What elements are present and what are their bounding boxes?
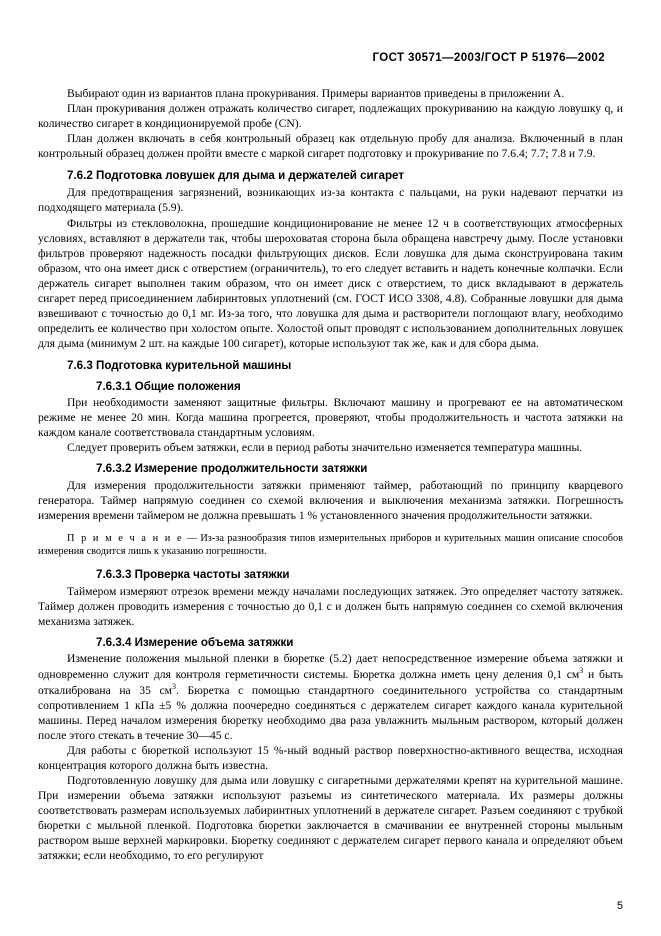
paragraph-9: Таймером измеряют отрезок времени между началами последующих затяжек. Это определяет частоту затяжек. Таймер должен проводить измерения с точностью до 0,1 с и должен быть напрямую соединен со схемой включения механизма затяжек. — [38, 584, 623, 628]
paragraph-8: Для измерения продолжительности затяжки применяют таймер, работающий по принципу кварцевого генератора. Таймер напрямую соединен со схемой включения и выключения механизма затяжки. Погрешность измерения времени таймером не должна превышать 1 % установленного значения продолжительности затяжки. — [38, 478, 623, 522]
note-label: П р и м е ч а н и е — [67, 532, 184, 544]
section-heading-7-6-3: 7.6.3 Подготовка курительной машины — [67, 359, 292, 373]
paragraph-1: Выбирают один из вариантов плана прокуривания. Примеры вариантов приведены в приложении А. — [67, 87, 565, 100]
paragraph-7: Следует проверить объем затяжки, если в период работы значительно изменяется температура машины. — [67, 441, 583, 455]
note-text: — Из-за разнообразия типов измерительных приборов и курительных машин описание способов измерения сводится лишь к указанию погрешности. — [38, 532, 623, 558]
paragraph-10-superscript-2: 3 — [172, 681, 177, 691]
section-heading-7-6-3-1: 7.6.3.1 Общие положения — [96, 380, 241, 394]
paragraph-10-part-b: и быть откалибрована на 35 см — [38, 667, 623, 697]
note-block — [38, 532, 623, 559]
paragraph-2: План прокуривания должен отражать количество сигарет, подлежащих прокуриванию на каждую ловушку q, и количество сигарет в кондиционируемой пробе (CN). — [38, 102, 623, 131]
page-number: 5 — [616, 900, 623, 912]
paragraph-11: Для работы с бюреткой используют 15 %-ный водный раствор поверхностно-активного вещества, исходная концентрация которого должна быть известна. — [38, 743, 623, 772]
section-heading-7-6-3-2: 7.6.3.2 Измерение продолжительности затяжки — [96, 462, 368, 476]
paragraph-10-superscript-1: 3 — [579, 665, 584, 675]
paragraph-6: При необходимости заменяют защитные фильтры. Включают машину и прогревают ее на автоматическом режиме не менее 20 мин. Когда машина прогреется, проверяют, чтобы продолжительность и частота затяжки на каждом канале соответствовала стандартным условиям. — [38, 396, 623, 440]
paragraph-3: План должен включать в себя контрольный образец как отдельную пробу для анализа. Включенный в план контрольный образец должен пройти вместе с маркой сигарет подготовку и прокуривание по 7.6.4; 7.7; 7.8 и 7.9. — [38, 132, 623, 161]
paragraph-4: Для предотвращения загрязнений, возникающих из-за контакта с пальцами, на руки надевают перчатки из подходящего материала (5.9). — [38, 186, 623, 215]
document-header: ГОСТ 30571—2003/ГОСТ Р 51976—2002 — [372, 52, 605, 64]
paragraph-10-part-a: Изменение положения мыльной пленки в бюретке (5.2) дает непосредственное измерение объема затяжки и одновременно служит для контроля герметичности системы. Бюретка должна иметь цену деления 0,1 см — [38, 651, 623, 681]
section-heading-7-6-3-4: 7.6.3.4 Измерение объема затяжки — [96, 635, 294, 649]
paragraph-12: Подготовленную ловушку для дыма или ловушку с сигаретными держателями крепят на курительной машине. При измерении объема затяжки используют разъемы из синтетического материала. Их размеры должны соответствовать размерам используемых лабиринтных уплотнений в держателе сигарет. Разъем соединяют с трубкой бюретки с мыльной пленкой. Подготовка бюретки заключается в смачивании ее внутренней стороны мыльным раствором выше верхней маркировки. Бюретку соединяют с держателем сигарет первого канала и определяют объем затяжки; если необходимо, то его регулируют — [38, 773, 623, 863]
section-heading-7-6-3-3: 7.6.3.3 Проверка частоты затяжки — [96, 568, 290, 582]
paragraph-10-part-c: . Бюретка с помощью стандартного соединительного устройства со стандартным сопротивлением 1 кПа ±5 % должна поочередно соединяться с держателем сигарет каждого канала курительной машины. Перед началом измерения бюретку необходимо два раза увлажнить мыльным раствором, который должен после этого стекать в течение 30—45 с. — [38, 683, 623, 742]
paragraph-5: Фильтры из стекловолокна, прошедшие кондиционирование не менее 12 ч в соответствующих атмосферных условиях, вставляют в держатели так, чтобы шероховатая сторона была обращена навстречу дыму. После установки фильтров проверяют надежность посадки фильтрующих дисков. Если ловушка для дыма сконструирована таким образом, что она имеет диск с отверстием (ограничитель), то его следует вставить и надеть конечные колпачки. Если держатель сигарет выполнен таким образом, что он имеет диск с отверстием, то диск вкладывают в держатель сигарет перед присоединением лабиринтовых уплотнений (см. ГОСТ ИСО 3308, 4.8). Собранные ловушки для дыма взвешивают с точностью до 0,1 мг. Из-за того, что ловушка для дыма и растворители поглощают влагу, необходимо определить ее количество при холостом опыте. Холостой опыт проводят с использованием дополнительных ловушек для дыма (минимум 2 шт. на каждые 100 сигарет), которые используют так же, как и для сбора дыма. — [38, 216, 623, 350]
section-heading-7-6-2: 7.6.2 Подготовка ловушек для дыма и держателей сигарет — [67, 169, 405, 183]
paragraph-10 — [38, 651, 623, 743]
